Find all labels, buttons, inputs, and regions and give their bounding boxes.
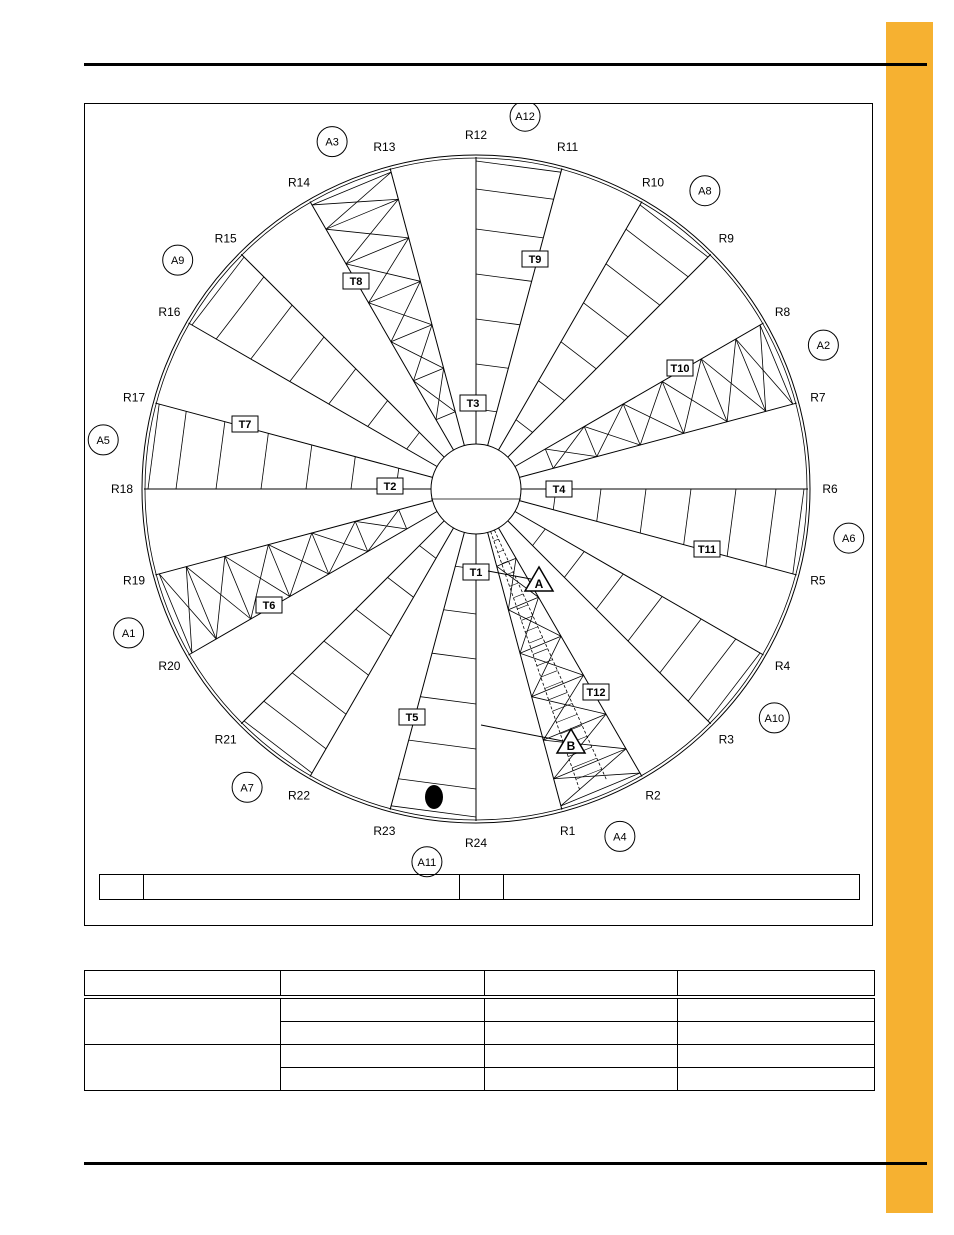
purlin-line [436, 412, 455, 420]
ladder-rung [537, 660, 553, 666]
rafter-line [508, 254, 711, 457]
diagonal-brace [520, 653, 584, 675]
purlin-line [326, 199, 398, 229]
truss-label: T10 [670, 363, 690, 375]
purlin-line [476, 364, 508, 368]
purlin-line [684, 489, 691, 545]
bin-roof-diagram [85, 104, 874, 927]
table-cell [281, 1068, 485, 1091]
diagonal-brace [553, 427, 584, 469]
purlin-line [399, 510, 407, 529]
diagonal-brace [623, 404, 683, 433]
purlin-line [159, 574, 192, 653]
purlin-line [268, 545, 289, 597]
ladder-rung [556, 714, 577, 722]
purlin-line [391, 325, 432, 342]
truss-label: T2 [383, 481, 397, 493]
rafter-label: R9 [718, 231, 734, 246]
purlin-line [264, 701, 326, 749]
purlin-line [346, 238, 409, 264]
truss-label: T3 [466, 398, 480, 410]
purlin-line [409, 740, 476, 749]
purlin-line [662, 382, 683, 434]
purlin-line [623, 404, 640, 445]
table-cell [485, 1045, 678, 1068]
diagonal-brace [326, 229, 409, 238]
purlin-line [356, 609, 391, 636]
purlin-line [251, 305, 292, 359]
diagonal-brace [640, 382, 662, 446]
purlin-line [640, 489, 646, 533]
purlin-line [192, 257, 244, 325]
diagonal-brace [186, 567, 251, 619]
purlin-line [444, 610, 476, 614]
diagonal-brace [584, 427, 640, 446]
table-cell [678, 1045, 875, 1068]
rafter-label: R1 [559, 823, 576, 838]
purlin-line [533, 529, 546, 546]
rafter-label: R22 [287, 788, 311, 803]
truss-label: T7 [238, 419, 252, 431]
table-header [85, 971, 281, 998]
purlin-line [420, 697, 476, 704]
purlin-line [244, 721, 312, 773]
rafter-label: R6 [822, 482, 838, 496]
purlin-line [584, 427, 596, 457]
anchor-label: A5 [96, 434, 110, 447]
table-cell [678, 1068, 875, 1091]
diagonal-brace [414, 381, 456, 412]
table-cell [281, 997, 485, 1022]
diagonal-brace [355, 521, 406, 529]
rafter-line [241, 521, 444, 724]
purlin-line [216, 277, 264, 339]
purlin-line [476, 229, 543, 238]
legend-cell [504, 875, 860, 900]
ladder-rung [498, 550, 504, 552]
callout-leader [481, 725, 563, 741]
truss-label: T12 [586, 687, 606, 699]
diagonal-brace [545, 449, 596, 457]
legend-cell [100, 875, 144, 900]
purlin-line [736, 339, 766, 411]
anchor-label: A8 [698, 185, 712, 198]
purlin-line [564, 552, 584, 578]
purlin-line [312, 533, 329, 574]
table-cell [281, 1022, 485, 1045]
purlin-line [760, 325, 793, 404]
purlin-line [497, 558, 516, 566]
ladder-rung [510, 583, 519, 586]
truss-label: T8 [349, 276, 363, 288]
table-header [485, 971, 678, 998]
table-row [85, 997, 875, 1022]
purlin-line [640, 205, 708, 257]
ladder-rung [541, 671, 558, 678]
purlin-line [545, 449, 553, 468]
purlin-line [324, 641, 369, 675]
rafter-label: R7 [810, 390, 826, 405]
diagonal-brace [290, 533, 312, 597]
purlin-line [368, 401, 388, 427]
purlin-line [186, 567, 216, 639]
rafter-label: R21 [214, 732, 237, 747]
purlin-line [407, 432, 420, 449]
purlin-line [539, 381, 565, 401]
purlin-line [476, 319, 520, 325]
truss-label: T1 [469, 567, 483, 579]
purlin-line [369, 281, 421, 302]
purlin-line [261, 433, 268, 489]
purlin-line [419, 546, 436, 559]
center-ring-circle [431, 444, 521, 534]
anchor-label: A3 [325, 136, 339, 149]
ladder-rung [549, 692, 568, 699]
purlin-line [508, 597, 538, 609]
table-cell [485, 1022, 678, 1045]
center-ring [431, 444, 521, 534]
rafter-label: R12 [464, 128, 488, 142]
purlin-line [351, 457, 355, 489]
diagonal-brace [368, 510, 399, 552]
rafter-label: R4 [774, 659, 791, 673]
purlin-line [628, 597, 662, 642]
diagonal-brace [369, 303, 433, 325]
rafter-label: R3 [718, 732, 734, 747]
rafter-label: R5 [810, 573, 826, 588]
purlin-line [688, 639, 736, 701]
rafter-label: R15 [214, 231, 237, 246]
purlin-line [176, 411, 186, 489]
purlin-line [292, 673, 346, 714]
rafter-label: R23 [373, 823, 396, 838]
diagonal-brace [216, 556, 225, 639]
diagonal-brace [312, 533, 368, 552]
purlin-line [596, 574, 623, 609]
anchor-label: A12 [515, 111, 535, 124]
purlin-line [329, 369, 356, 404]
rafter-label: R2 [645, 788, 661, 803]
table-cell [281, 1045, 485, 1068]
purlin-line [626, 229, 688, 277]
truss-label: T5 [405, 712, 419, 724]
purlin-line [355, 521, 367, 551]
rafter-label: R10 [641, 175, 665, 190]
rafter-label: R24 [464, 836, 488, 850]
callout-label: B [566, 739, 576, 753]
purlin-line [561, 773, 640, 806]
ladder-rung [533, 649, 548, 655]
anchor-label: A6 [842, 533, 856, 546]
diagonal-brace [414, 325, 433, 381]
purlin-line [701, 359, 727, 422]
table-cell [485, 1068, 678, 1091]
diagonal-brace [543, 740, 626, 749]
legend-cell [460, 875, 504, 900]
anchor-label: A11 [417, 856, 437, 869]
purlin-line [312, 172, 391, 205]
table-cell [678, 997, 875, 1022]
rafter-label: R18 [110, 482, 134, 496]
purlin-line [414, 368, 444, 380]
ladder-rung [576, 769, 602, 779]
footer-rule [84, 1162, 927, 1165]
diagonal-brace [727, 339, 736, 422]
purlin-line [708, 653, 760, 721]
ladder-rung [513, 594, 523, 598]
anchor-label: A10 [764, 712, 785, 725]
table-header [281, 971, 485, 998]
ladder-rung [529, 638, 543, 643]
purlin-line [388, 577, 414, 597]
ladder-rung [494, 539, 499, 541]
purlin-line [476, 189, 554, 199]
anchor-label: A2 [816, 340, 831, 353]
purlin-line [290, 337, 324, 382]
diagonal-brace [701, 359, 766, 411]
rafter-label: R8 [774, 305, 791, 319]
purlin-line [306, 445, 312, 489]
callout-label: A [534, 577, 544, 591]
truss-label: T6 [262, 600, 276, 612]
anchor-label: A4 [613, 831, 627, 844]
rafter-label: R11 [557, 140, 579, 155]
anchor-label: A7 [240, 782, 254, 795]
table-cell [678, 1022, 875, 1045]
diagonal-brace [268, 545, 328, 574]
rafter-label: R14 [287, 175, 311, 190]
rafter-label: R17 [123, 390, 146, 405]
figure-frame [84, 103, 873, 926]
purlin-line [432, 653, 476, 659]
hatch-marker [425, 785, 443, 809]
purlin-line [660, 619, 701, 673]
table-cell [85, 997, 281, 1045]
legend-cell [144, 875, 460, 900]
truss-label: T9 [528, 254, 542, 266]
table-header [678, 971, 875, 998]
rafter-label: R13 [373, 140, 396, 155]
purlin-line [597, 489, 601, 521]
diagonal-brace [520, 597, 539, 653]
purlin-line [476, 274, 532, 281]
ladder-rail [494, 530, 607, 781]
table-row [85, 1045, 875, 1068]
truss-label: T11 [697, 544, 717, 556]
rafter-label: R19 [123, 573, 146, 588]
rafter-label: R16 [158, 305, 181, 319]
purlin-line [516, 420, 533, 433]
legend-table [99, 874, 860, 900]
header-rule [84, 63, 927, 66]
anchor-label: A9 [170, 255, 185, 268]
anchor-label: A1 [121, 627, 136, 640]
purlin-line [766, 489, 776, 567]
purlin-line [606, 264, 660, 305]
diagonal-brace [346, 199, 398, 264]
ladder-rung [525, 627, 538, 632]
purlin-line [584, 303, 629, 337]
truss-label: T4 [552, 484, 566, 496]
purlin-line [561, 342, 596, 369]
purlin-line [225, 556, 251, 619]
diagonal-brace [436, 368, 444, 419]
ladder-rung [502, 561, 509, 564]
table-cell [485, 997, 678, 1022]
diagonal-brace [391, 281, 420, 341]
side-tab [886, 22, 933, 1213]
rafter-label: R20 [158, 659, 181, 673]
purlin-line [216, 422, 225, 489]
purlin-line [532, 675, 584, 696]
table-cell [85, 1045, 281, 1091]
data-table [84, 970, 875, 1091]
purlin-line [727, 489, 736, 556]
